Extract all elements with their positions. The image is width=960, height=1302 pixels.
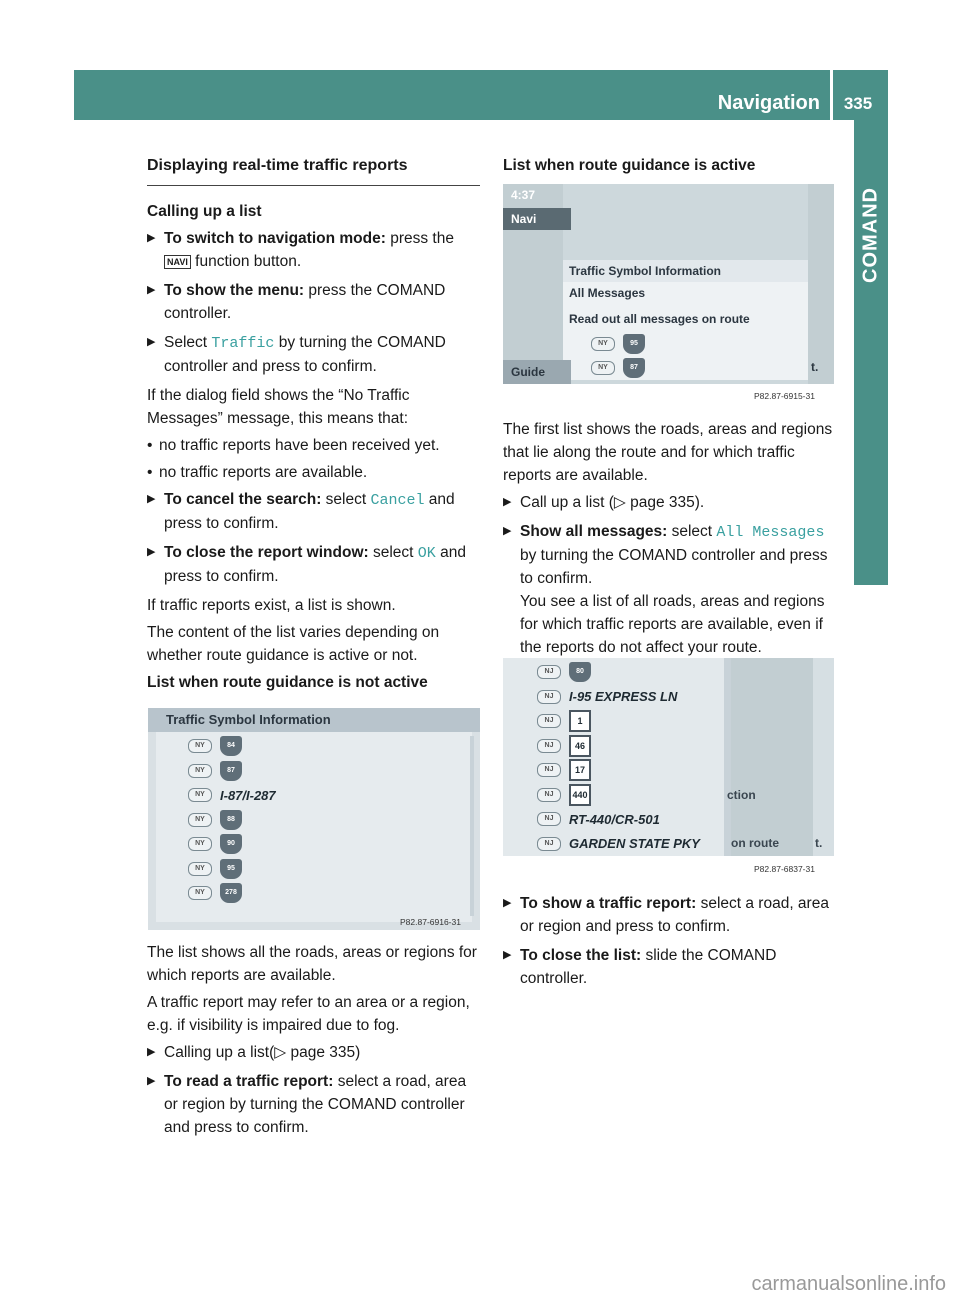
state-badge-icon: NJ (537, 739, 561, 753)
interstate-shield-icon: 95 (623, 334, 645, 354)
watermark: carmanualsonline.info (751, 1273, 946, 1295)
list-item[interactable] (537, 685, 677, 709)
step: ▶ To read a traffic report: select a road, area or region by turning the COMAND controller and press to confirm. (147, 1073, 467, 1136)
figure-caption: P82.87-6915-31 (754, 391, 815, 401)
bullet: • no traffic reports have been received yet. (147, 437, 440, 454)
side-tab-label: COMAND (859, 187, 882, 283)
step: ▶ To close the report window: select OK and press to confirm. (147, 544, 466, 585)
step: ▶ To show a traffic report: select a road, area or region and press to confirm. (503, 895, 829, 935)
interstate-shield-icon: 84 (220, 736, 242, 756)
paragraph: The first list shows the roads, areas and regions that lie along the route and for which traffic reports are available. (503, 421, 833, 484)
section-heading: Displaying real-time traffic reports (147, 154, 480, 186)
state-badge-icon: NY (591, 337, 615, 351)
right-column-middle (503, 418, 836, 665)
bullet: • no traffic reports are available. (147, 464, 368, 481)
section-title: Navigation (717, 92, 820, 114)
route-box-icon: 46 (569, 735, 591, 757)
paragraph: A traffic report may refer to an area or a region, e.g. if visibility is impaired due to fog. (147, 994, 470, 1034)
step: ▶ Calling up a list(▷ page 335) (147, 1044, 361, 1061)
state-badge-icon: NJ (537, 665, 561, 679)
screenshot-traffic-list (148, 708, 480, 930)
left-column-lower (147, 941, 482, 1145)
list-item[interactable] (188, 783, 276, 807)
step: ▶ To close the list: slide the COMAND controller. (503, 947, 777, 987)
road-name: RT-440/CR-501 (569, 811, 660, 827)
route-box-icon: 440 (569, 784, 591, 806)
state-badge-icon: NY (188, 837, 212, 851)
interstate-shield-icon: 90 (220, 834, 242, 854)
list-title: Traffic Symbol Information (148, 708, 480, 732)
paragraph: The list shows all the roads, areas or regions for which reports are available. (147, 944, 477, 984)
subheading: List when route guidance is active (503, 157, 756, 174)
road-name: GARDEN STATE PKY (569, 836, 700, 851)
route-box-icon: 17 (569, 759, 591, 781)
page-number: 335 (843, 94, 873, 113)
list-item[interactable] (537, 758, 591, 782)
list-item[interactable] (188, 808, 242, 832)
menu-item-all-messages[interactable]: All Messages (569, 286, 646, 300)
figure-caption: P82.87-6837-31 (754, 864, 815, 874)
screenshot-route-active: 4:37 Navi Traffic Symbol Information All Messages Read out all messages on route NY 95 NY 87 Guide t. (503, 184, 834, 384)
subheading: List when route guidance is not active (147, 674, 428, 691)
list-item[interactable] (188, 759, 242, 783)
state-badge-icon: NY (188, 788, 212, 802)
state-badge-icon: NJ (537, 837, 561, 851)
interstate-shield-icon: 95 (220, 859, 242, 879)
navi-key-icon: NAVI (164, 255, 191, 269)
step: ▶ Call up a list (▷ page 335). (503, 494, 705, 511)
list-item[interactable] (537, 832, 700, 856)
list-item[interactable] (188, 857, 242, 881)
side-tab (854, 120, 888, 585)
interstate-shield-icon: 87 (623, 358, 645, 378)
state-badge-icon: NJ (537, 788, 561, 802)
left-column (147, 154, 480, 698)
page-header (74, 70, 888, 120)
step: ▶ To switch to navigation mode: press the NAVI function button. (147, 230, 454, 270)
step: ▶ Select Traffic by turning the COMAND controller and press to confirm. (147, 334, 446, 375)
state-badge-icon: NY (188, 764, 212, 778)
state-badge-icon: NY (591, 361, 615, 375)
right-column (503, 154, 836, 181)
list-item[interactable] (537, 783, 591, 807)
road-name: I-87/I-287 (220, 787, 276, 803)
state-badge-icon: NY (188, 862, 212, 876)
interstate-shield-icon: 80 (569, 662, 591, 682)
road-name: I-95 EXPRESS LN (569, 689, 678, 704)
paragraph: If traffic reports exist, a list is shown. (147, 597, 396, 614)
step: ▶ Show all messages: select All Messages by turning the COMAND controller and press to confirm. You see a list of all roads, areas and regions for which traffic reports are available, even if the reports do not affect your route. (503, 523, 828, 656)
route-box-icon: 1 (569, 710, 591, 732)
menu-item-read-out[interactable]: Read out all messages on route (569, 312, 750, 326)
paragraph: The content of the list varies depending on whether route guidance is active or not. (147, 624, 440, 664)
list-title: Traffic Symbol Information (563, 260, 814, 282)
state-badge-icon: NJ (537, 690, 561, 704)
list-item[interactable] (591, 356, 645, 380)
list-item[interactable] (537, 734, 591, 758)
state-badge-icon: NY (188, 739, 212, 753)
state-badge-icon: NY (188, 886, 212, 900)
state-badge-icon: NJ (537, 714, 561, 728)
screenshot-all-messages: NJ 80 NJ I-95 EXPRESS LN NJ 1 NJ 46 NJ 17 NJ 440 NJ RT-440/CR-501 NJ GARDEN STATE PKY ction on route t. (503, 658, 834, 856)
list-item[interactable] (537, 709, 591, 733)
list-item[interactable] (188, 832, 242, 856)
paragraph: If the dialog field shows the “No Traffic Messages” message, this means that: (147, 387, 410, 427)
interstate-shield-icon: 87 (220, 761, 242, 781)
guide-button[interactable]: Guide (503, 360, 571, 384)
list-item[interactable] (188, 734, 242, 758)
state-badge-icon: NY (188, 813, 212, 827)
list-item[interactable] (188, 881, 242, 905)
state-badge-icon: NJ (537, 812, 561, 826)
right-column-lower (503, 892, 836, 996)
list-item[interactable] (591, 332, 645, 356)
step: ▶ To show the menu: press the COMAND controller. (147, 282, 446, 322)
subheading: Calling up a list (147, 203, 262, 220)
interstate-shield-icon: 88 (220, 810, 242, 830)
clock: 4:37 (511, 188, 536, 202)
list-item[interactable] (537, 660, 591, 684)
interstate-shield-icon: 278 (220, 883, 242, 903)
navi-label: Navi (503, 208, 571, 230)
step: ▶ To cancel the search: select Cancel and press to confirm. (147, 491, 455, 532)
state-badge-icon: NJ (537, 763, 561, 777)
list-item[interactable] (537, 807, 660, 831)
figure-caption: P82.87-6916-31 (400, 917, 461, 927)
